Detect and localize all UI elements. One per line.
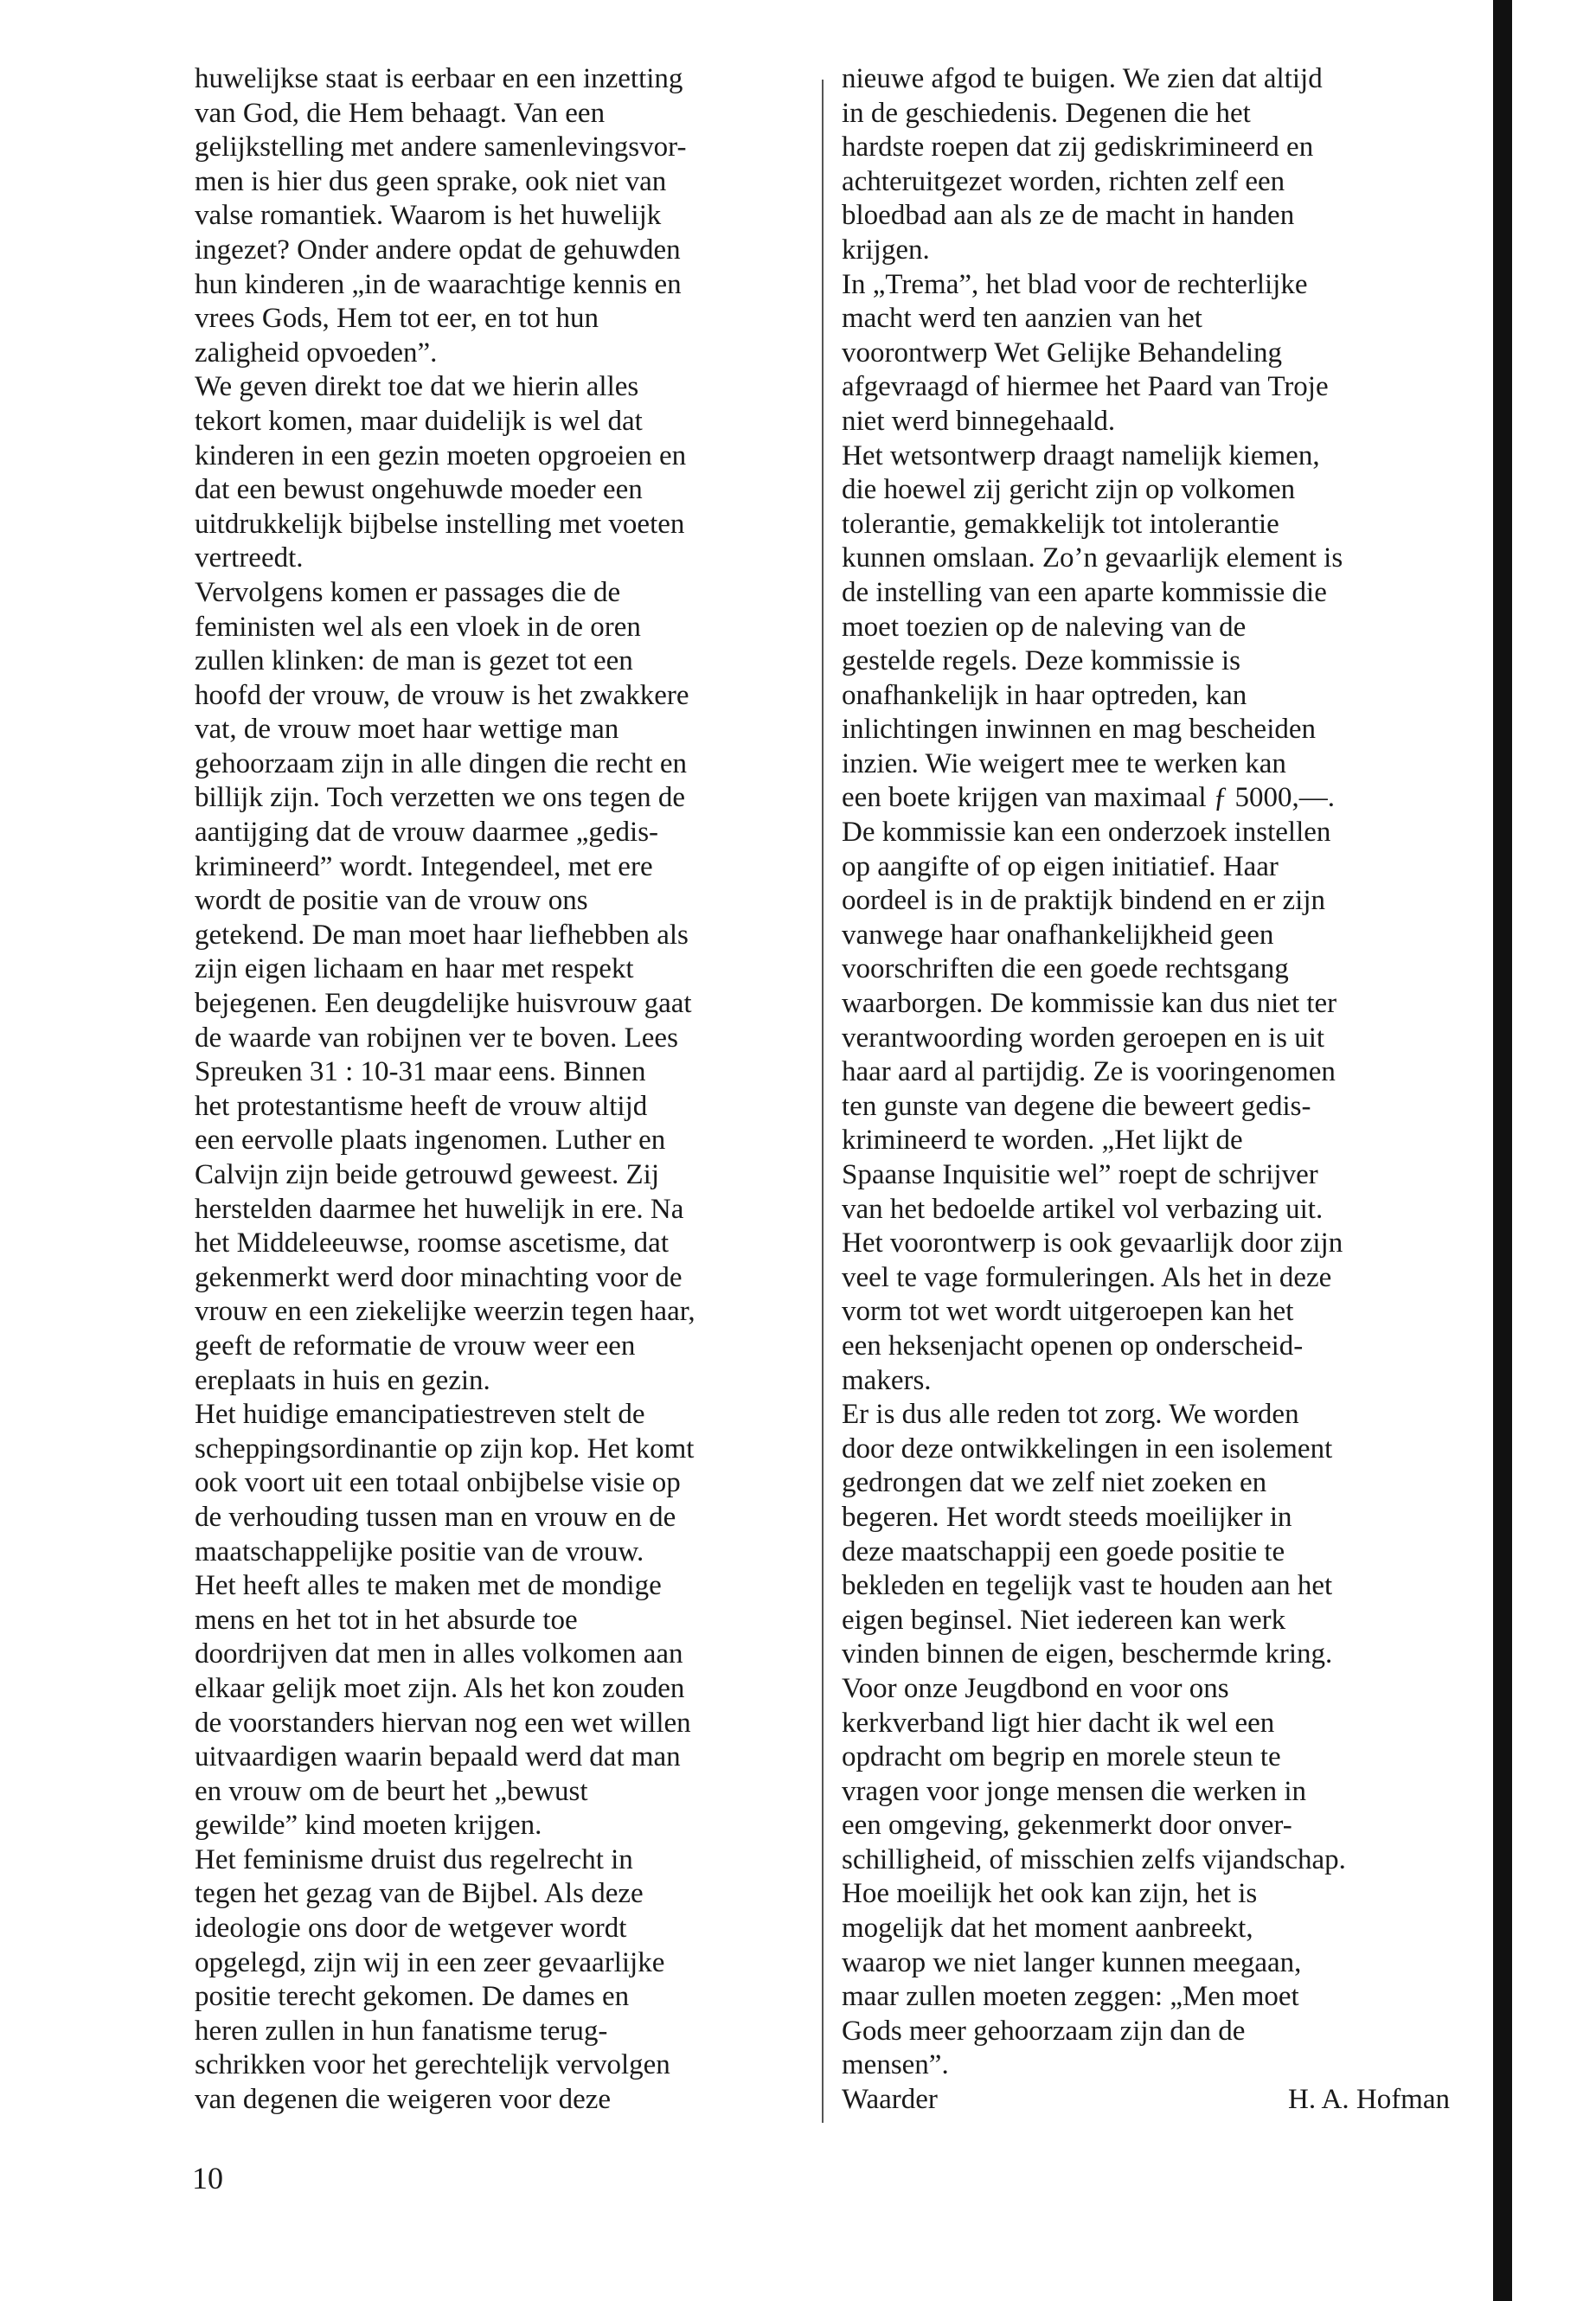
text-line: Vervolgens komen er passages die de: [195, 576, 621, 608]
text-line: mogelijk dat het moment aanbreekt,: [842, 1913, 1253, 1945]
text-line: Het heeft alles te maken met de mondige: [195, 1570, 662, 1602]
text-line: De kommissie kan een onderzoek instellen: [842, 817, 1331, 849]
text-line: Er is dus alle reden tot zorg. We worden: [842, 1399, 1299, 1431]
text-line: vrees Gods, Hem tot eer, en tot hun: [195, 303, 599, 335]
page-number: 10: [192, 2161, 223, 2195]
text-line: gestelde regels. Deze kommissie is: [842, 645, 1240, 677]
text-line: men is hier dus geen sprake, ook niet van: [195, 165, 667, 197]
text-line: heren zullen in hun fanatisme terug-: [195, 2015, 608, 2047]
text-line: een boete krijgen van maximaal ƒ 5000,—.: [842, 782, 1335, 814]
text-line: gehoorzaam zijn in alle dingen die recht en: [195, 747, 688, 779]
text-line: het protestantisme heeft de vrouw altijd: [195, 1090, 648, 1122]
text-line: Gods meer gehoorzaam zijn dan de: [842, 2015, 1246, 2047]
text-line: doordrijven dat men in alles volkomen aan: [195, 1638, 683, 1670]
text-line: van God, die Hem behaagt. Van een: [195, 97, 606, 129]
text-line: afgevraagd of hiermee het Paard van Troje: [842, 371, 1329, 403]
text-line: schrikken voor het gerechtelijk vervolgen: [195, 2049, 670, 2081]
text-line: een heksenjacht openen op onderscheid-: [842, 1330, 1304, 1362]
text-line: krijgen.: [842, 234, 930, 266]
text-line: schilligheid, of misschien zelfs vijandschap.: [842, 1843, 1346, 1875]
text-line: mensen”.: [842, 2049, 949, 2081]
text-line: waarborgen. De kommissie kan dus niet ter: [842, 988, 1337, 1020]
text-line: vat, de vrouw moet haar wettige man: [195, 714, 619, 746]
text-line: vorm tot wet wordt uitgeroepen kan het: [842, 1296, 1294, 1328]
text-line: maar zullen moeten zeggen: „Men moet: [842, 1981, 1299, 2013]
text-line: uitdrukkelijk bijbelse instelling met voeten: [195, 508, 685, 540]
right-text-column: [842, 62, 1460, 2118]
text-line: krimineerd” wordt. Integendeel, met ere: [195, 850, 653, 882]
text-line: hoofd der vrouw, de vrouw is het zwakkere: [195, 679, 689, 711]
text-line: zaligheid opvoeden”.: [195, 336, 438, 369]
text-line: Calvijn zijn beide getrouwd geweest. Zij: [195, 1159, 660, 1190]
text-line: valse romantiek. Waarom is het huwelijk: [195, 200, 662, 232]
text-line: gelijkstelling met andere samenlevingsvor-: [195, 131, 687, 163]
text-line: vrouw en een ziekelijke weerzin tegen haar,: [195, 1296, 695, 1328]
text-line: voorontwerp Wet Gelijke Behandeling: [842, 336, 1283, 369]
text-line: dat een bewust ongehuwde moeder een: [195, 474, 643, 506]
text-line: vragen voor jonge mensen die werken in: [842, 1775, 1306, 1807]
text-line: moet toezien op de naleving van de: [842, 611, 1247, 643]
text-line: de voorstanders hiervan nog een wet willen: [195, 1707, 691, 1739]
text-line: Voor onze Jeugdbond en voor ons: [842, 1672, 1229, 1704]
text-line: de instelling van een aparte kommissie die: [842, 576, 1327, 608]
left-text-column: [195, 62, 800, 2118]
text-line: ingezet? Onder andere opdat de gehuwden: [195, 234, 681, 266]
column-divider: [822, 80, 824, 2123]
text-line: tekort komen, maar duidelijk is wel dat: [195, 405, 643, 437]
text-line: kinderen in een gezin moeten opgroeien en: [195, 439, 687, 471]
text-line: opgelegd, zijn wij in een zeer gevaarlijke: [195, 1946, 665, 1978]
text-line: het Middeleeuwse, roomse ascetisme, dat: [195, 1227, 669, 1259]
text-line: achteruitgezet worden, richten zelf een: [842, 165, 1285, 197]
text-line: door deze ontwikkelingen in een isolement: [842, 1433, 1333, 1465]
text-line: bekleden en tegelijk vast te houden aan het: [842, 1570, 1333, 1602]
text-line: nieuwe afgod te buigen. We zien dat altijd: [842, 63, 1323, 94]
signature-author: H. A. Hofman: [1288, 2084, 1450, 2116]
text-line: op aangifte of op eigen initiatief. Haar: [842, 850, 1279, 882]
text-line: maatschappelijke positie van de vrouw.: [195, 1535, 644, 1567]
text-line: een omgeving, gekenmerkt door onver-: [842, 1810, 1292, 1842]
text-line: die hoewel zij gericht zijn op volkomen: [842, 474, 1296, 506]
text-line: geeft de reformatie de vrouw weer een: [195, 1330, 636, 1362]
text-line: de waarde van robijnen ver te boven. Lees: [195, 1022, 678, 1054]
text-line: gekenmerkt werd door minachting voor de: [195, 1261, 683, 1293]
text-line: billijk zijn. Toch verzetten we ons tegen de: [195, 782, 686, 814]
text-line: inzien. Wie weigert mee te werken kan: [842, 747, 1286, 779]
text-line: en vrouw om de beurt het „bewust: [195, 1775, 588, 1807]
text-line: waarop we niet langer kunnen meegaan,: [842, 1946, 1302, 1978]
text-line: ereplaats in huis en gezin.: [195, 1364, 490, 1396]
text-line: aantijging dat de vrouw daarmee „gedis-: [195, 817, 659, 849]
text-line: We geven direkt toe dat we hierin alles: [195, 371, 639, 403]
text-line: hardste roepen dat zij gediskrimineerd en: [842, 131, 1314, 163]
text-line: Spreuken 31 : 10-31 maar eens. Binnen: [195, 1056, 646, 1088]
text-line: voorschriften die een goede rechtsgang: [842, 953, 1289, 985]
text-line: krimineerd te worden. „Het lijkt de: [842, 1125, 1243, 1157]
scan-edge-bar: [1493, 0, 1512, 2301]
text-line: de verhouding tussen man en vrouw en de: [195, 1501, 676, 1533]
text-line: mens en het tot in het absurde toe: [195, 1604, 578, 1636]
text-line: eigen beginsel. Niet iedereen kan werk: [842, 1604, 1286, 1636]
text-line: in de geschiedenis. Degenen die het: [842, 97, 1251, 129]
text-line: Hoe moeilijk het ook kan zijn, het is: [842, 1878, 1258, 1910]
text-line: niet werd binnegehaald.: [842, 405, 1116, 437]
text-line: verantwoording worden geroepen en is uit: [842, 1022, 1325, 1054]
text-line: zijn eigen lichaam en haar met respekt: [195, 953, 634, 985]
text-line: ook voort uit een totaal onbijbelse visie op: [195, 1467, 681, 1499]
text-line: gedrongen dat we zelf niet zoeken en: [842, 1467, 1267, 1499]
text-line: elkaar gelijk moet zijn. Als het kon zouden: [195, 1672, 685, 1704]
signature-place: Waarder: [842, 2084, 938, 2116]
text-line: wordt de positie van de vrouw ons: [195, 885, 588, 917]
text-line: scheppingsordinantie op zijn kop. Het komt: [195, 1433, 695, 1465]
text-line: vinden binnen de eigen, beschermde kring.: [842, 1638, 1333, 1670]
text-line: makers.: [842, 1364, 932, 1396]
text-line: Het feminisme druist dus regelrecht in: [195, 1843, 633, 1875]
text-line: kerkverband ligt hier dacht ik wel een: [842, 1707, 1275, 1739]
text-line: een eervolle plaats ingenomen. Luther en: [195, 1125, 666, 1157]
text-line: tegen het gezag van de Bijbel. Als deze: [195, 1878, 644, 1910]
text-line: getekend. De man moet haar liefhebben als: [195, 919, 689, 951]
text-line: inlichtingen inwinnen en mag bescheiden: [842, 714, 1317, 746]
text-line: onafhankelijk in haar optreden, kan: [842, 679, 1247, 711]
text-line: vanwege haar onafhankelijkheid geen: [842, 919, 1274, 951]
text-line: gewilde” kind moeten krijgen.: [195, 1810, 542, 1842]
text-line: herstelden daarmee het huwelijk in ere. Na: [195, 1193, 684, 1225]
text-line: van het bedoelde artikel vol verbazing uit.: [842, 1193, 1324, 1225]
text-line: kunnen omslaan. Zo’n gevaarlijk element is: [842, 542, 1343, 574]
text-line: bloedbad aan als ze de macht in handen: [842, 200, 1295, 232]
text-line: veel te vage formuleringen. Als het in deze: [842, 1261, 1332, 1293]
text-line: deze maatschappij een goede positie te: [842, 1535, 1285, 1567]
text-line: uitvaardigen waarin bepaald werd dat man: [195, 1741, 681, 1773]
text-line: bejegenen. Een deugdelijke huisvrouw gaat: [195, 988, 692, 1020]
text-line: positie terecht gekomen. De dames en: [195, 1981, 630, 2013]
text-line: In „Trema”, het blad voor de rechterlijke: [842, 268, 1308, 300]
text-line: huwelijkse staat is eerbaar en een inzetting: [195, 63, 683, 94]
text-line: Het voorontwerp is ook gevaarlijk door zijn: [842, 1227, 1343, 1259]
text-line: begeren. Het wordt steeds moeilijker in: [842, 1501, 1292, 1533]
text-line: Het wetsontwerp draagt namelijk kiemen,: [842, 439, 1320, 471]
text-line: ideologie ons door de wetgever wordt: [195, 1913, 627, 1945]
text-line: zullen klinken: de man is gezet tot een: [195, 645, 633, 677]
text-line: van degenen die weigeren voor deze: [195, 2084, 612, 2116]
text-line: Het huidige emancipatiestreven stelt de: [195, 1399, 645, 1431]
text-line: hun kinderen „in de waarachtige kennis en: [195, 268, 682, 300]
text-line: ten gunste van degene die beweert gedis-: [842, 1090, 1311, 1122]
text-line: opdracht om begrip en morele steun te: [842, 1741, 1281, 1773]
text-line: Spaanse Inquisitie wel” roept de schrijver: [842, 1159, 1318, 1190]
text-line: tolerantie, gemakkelijk tot intolerantie: [842, 508, 1279, 540]
signature-line: [842, 2083, 1450, 2118]
text-line: feministen wel als een vloek in de oren: [195, 611, 641, 643]
text-line: vertreedt.: [195, 542, 304, 574]
text-line: macht werd ten aanzien van het: [842, 303, 1202, 335]
text-line: haar aard al partijdig. Ze is vooringenomen: [842, 1056, 1336, 1088]
text-line: oordeel is in de praktijk bindend en er zijn: [842, 885, 1326, 917]
